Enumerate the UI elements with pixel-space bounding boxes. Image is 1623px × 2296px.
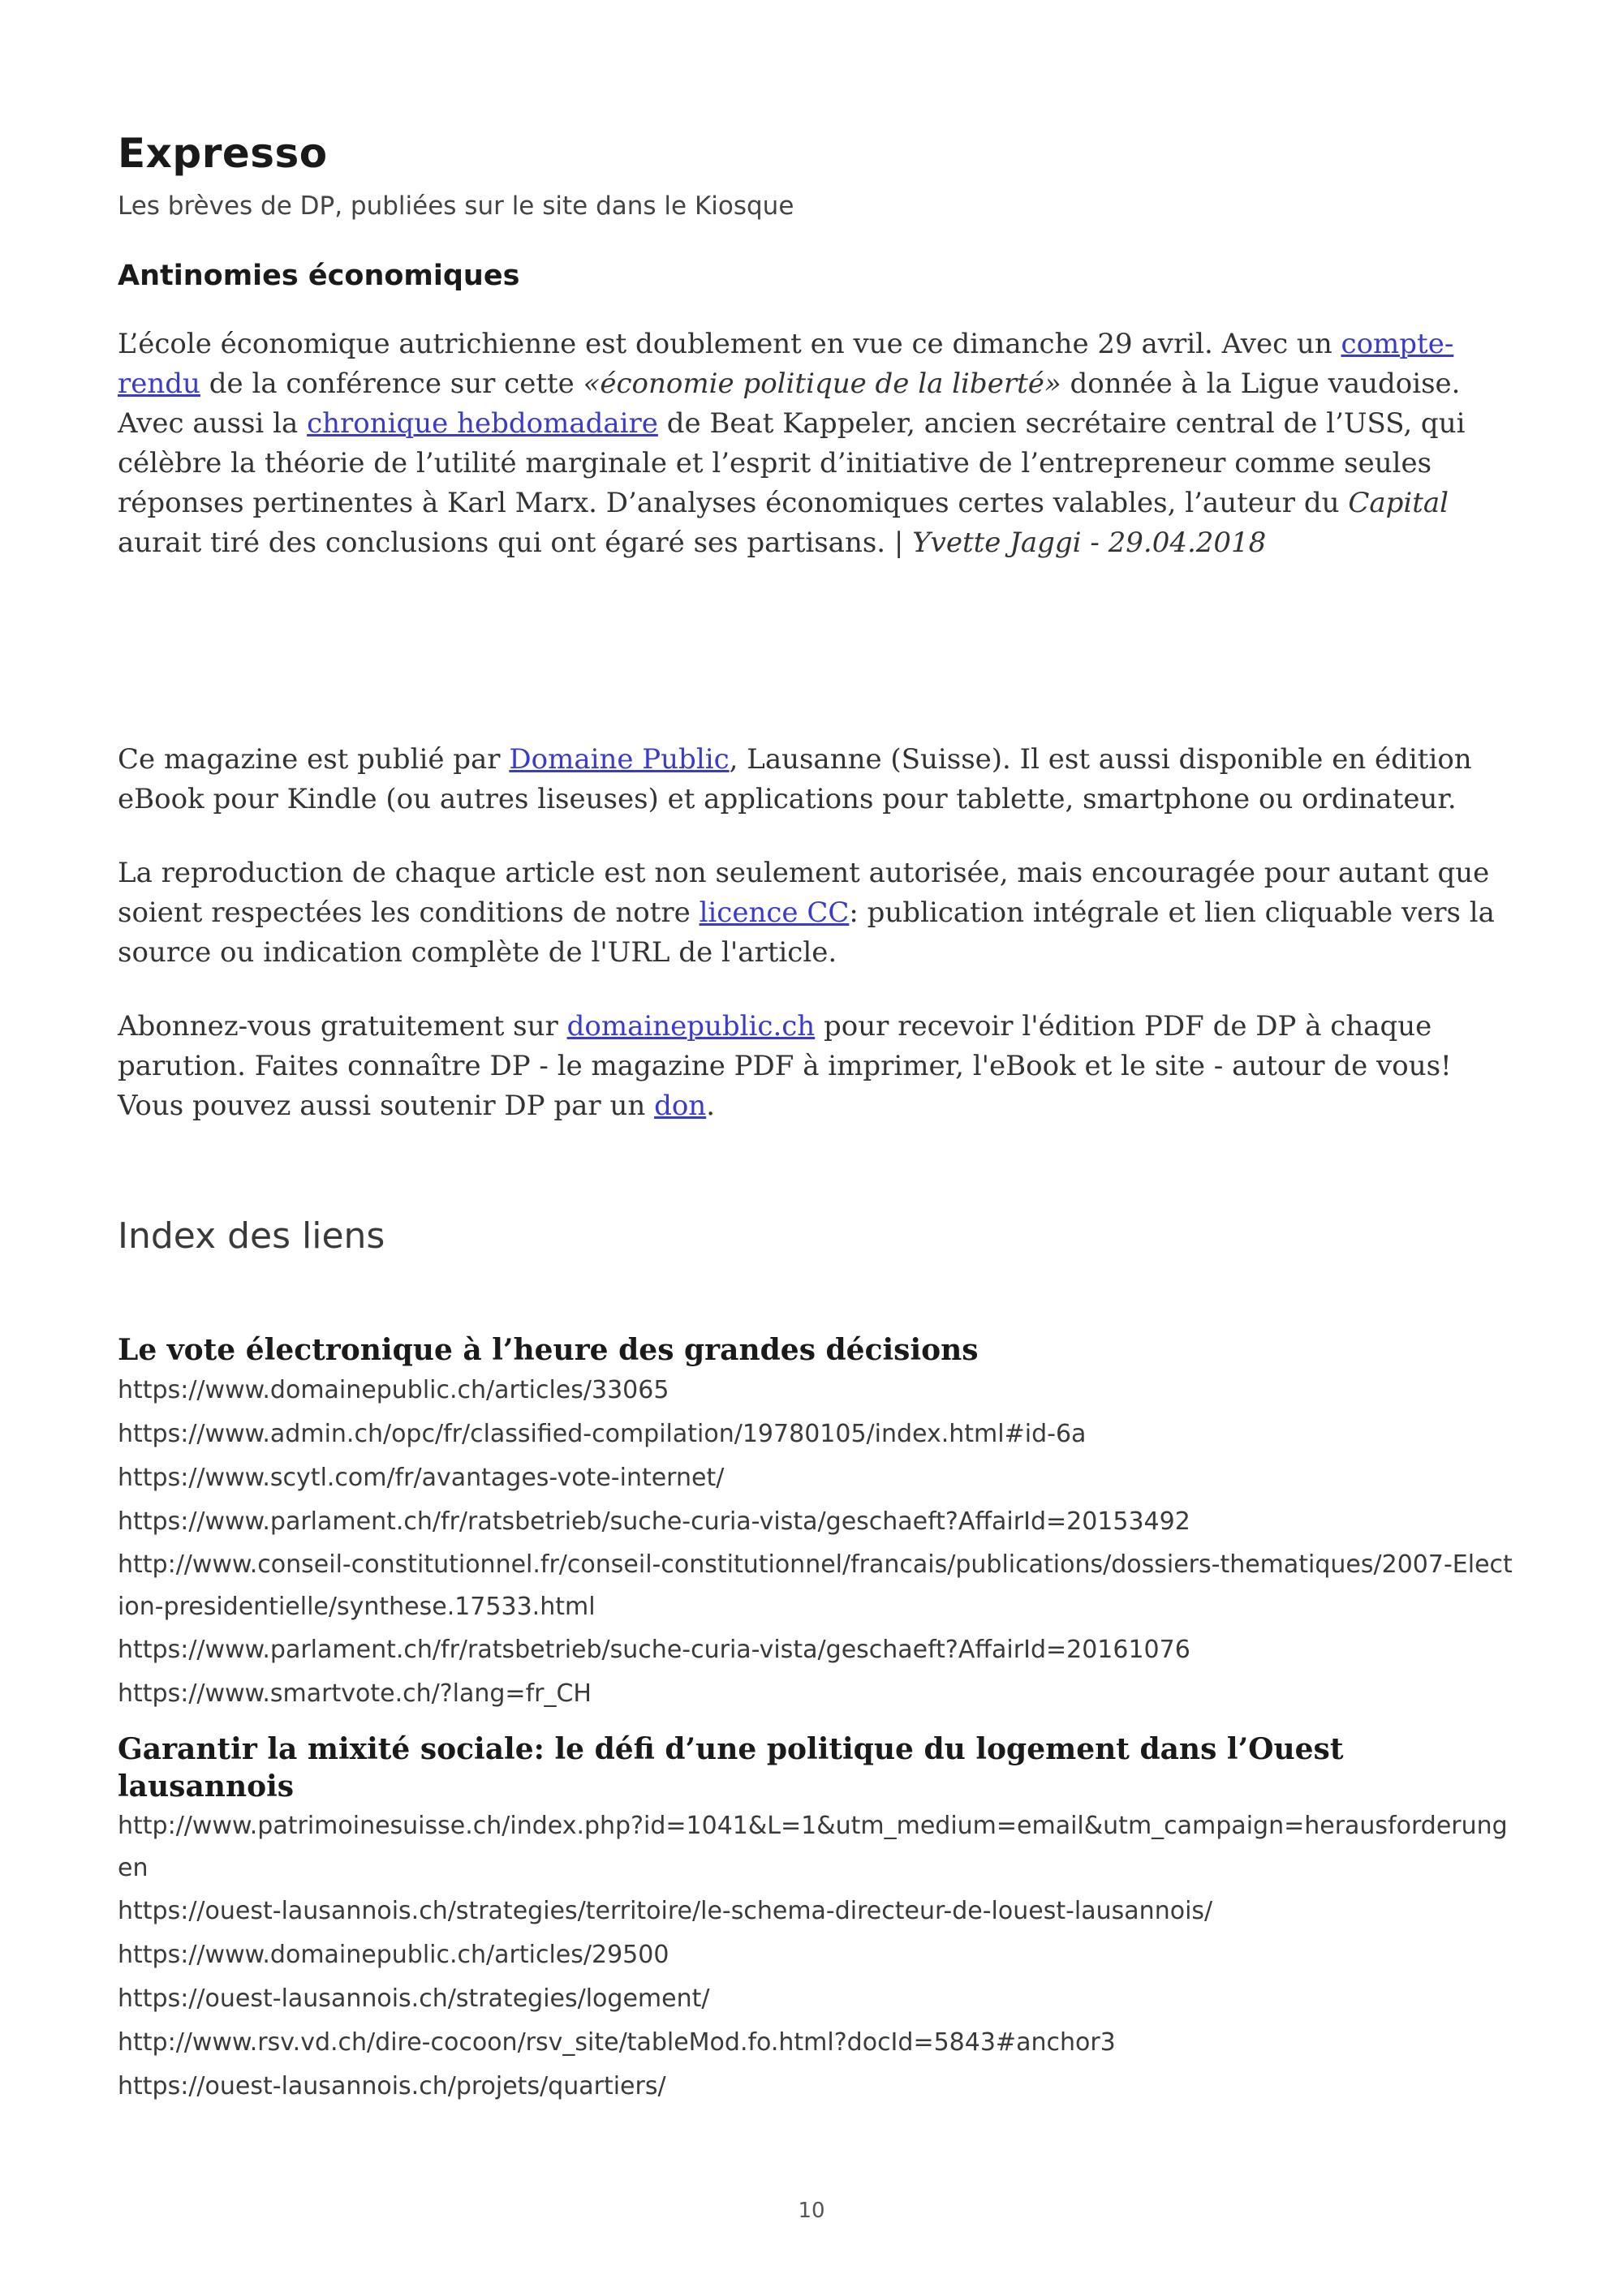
index-url[interactable]: https://www.parlament.ch/fr/ratsbetrieb/suche-curia-vista/geschaeft?AffairId=20153492 bbox=[118, 1507, 1190, 1536]
page-content bbox=[118, 130, 1513, 2109]
index-url[interactable]: https://www.smartvote.ch/?lang=fr_CH bbox=[118, 1679, 592, 1708]
footer-text: , Lausanne (Suisse). Il est aussi disponible en édition eBook pour Kindle (ou autres liseuses) et applications pour tablette, smartphone ou ordinateur. bbox=[118, 743, 1472, 815]
index-url[interactable]: https://ouest-lausannois.ch/strategies/territoire/le-schema-directeur-de-louest-lausannois/ bbox=[118, 1897, 1213, 1925]
index-article bbox=[118, 1331, 1513, 1716]
brief-byline: Yvette Jaggi - 29.04.2018 bbox=[912, 527, 1267, 559]
brief-text: de Beat Kappeler, ancien secrétaire central de l’USS, qui célèbre la théorie de l’utilité marginale et l’esprit d’initiative de l’entrepreneur comme seules réponses pertinentes à Karl Marx. D’analyses économiques certes valables, l’auteur du bbox=[118, 407, 1466, 519]
page-number: 10 bbox=[798, 2199, 825, 2223]
section-subtitle: Les brèves de DP, publiées sur le site dans le Kiosque bbox=[118, 191, 794, 221]
licence-cc-link[interactable]: licence CC bbox=[699, 896, 850, 929]
brief-text: de la conférence sur cette bbox=[200, 368, 583, 400]
index-article-title: Garantir la mixité sociale: le défi d’une politique du logement dans l’Ouest lausannois bbox=[118, 1732, 1344, 1804]
index-url[interactable]: http://www.rsv.vd.ch/dire-cocoon/rsv_site/tableMod.fo.html?docId=5843#anchor3 bbox=[118, 2028, 1116, 2057]
index-url[interactable]: https://ouest-lausannois.ch/projets/quartiers/ bbox=[118, 2072, 666, 2100]
capital-title: Capital bbox=[1348, 487, 1449, 519]
footer-text: Ce magazine est publié par bbox=[118, 743, 510, 776]
index-url[interactable]: https://www.domainepublic.ch/articles/33065 bbox=[118, 1376, 669, 1404]
don-link[interactable]: don bbox=[654, 1090, 707, 1122]
index-url[interactable]: https://www.parlament.ch/fr/ratsbetrieb/suche-curia-vista/geschaeft?AffairId=20161076 bbox=[118, 1636, 1190, 1664]
footer-text: Abonnez-vous gratuitement sur bbox=[118, 1010, 567, 1043]
subscribe-paragraph bbox=[118, 1007, 1513, 1126]
footer-text: . bbox=[706, 1090, 716, 1122]
index-url[interactable]: https://www.admin.ch/opc/fr/classified-compilation/19780105/index.html#id-6a bbox=[118, 1420, 1087, 1448]
index-url[interactable]: https://www.scytl.com/fr/avantages-vote-internet/ bbox=[118, 1464, 725, 1492]
domainepublic-link[interactable]: domainepublic.ch bbox=[566, 1010, 816, 1043]
brief-text: L’école économique autrichienne est doublement en vue ce dimanche 29 avril. Avec un bbox=[118, 328, 1341, 360]
brief-text: aurait tiré des conclusions qui ont égaré ses partisans. | bbox=[118, 527, 913, 559]
brief-body bbox=[118, 325, 1513, 563]
compte-rendu-link[interactable]: compte-rendu bbox=[118, 328, 1454, 400]
footer-text: pour recevoir l'édition PDF de DP à chaque parution. Faites connaître DP - le magazine PDF à imprimer, l'eBook et le site - autour de vous! Vous pouvez aussi soutenir DP par un bbox=[118, 1010, 1452, 1122]
index-url[interactable]: http://www.patrimoinesuisse.ch/index.php?id=1041&L=1&utm_medium=email&utm_campaign=herausforderungen bbox=[118, 1812, 1508, 1882]
section-title: Expresso bbox=[118, 130, 328, 177]
index-url[interactable]: http://www.conseil-constitutionnel.fr/conseil-constitutionnel/francais/publications/dossiers-thematiques/2007-Election-presidentielle/synthese.17533.html bbox=[118, 1550, 1513, 1621]
brief-text: donnée à la Ligue vaudoise. Avec aussi la bbox=[118, 368, 1461, 440]
publisher-notice bbox=[118, 740, 1513, 1126]
domaine-public-link[interactable]: Domaine Public bbox=[509, 743, 730, 776]
index-url[interactable]: https://www.domainepublic.ch/articles/29500 bbox=[118, 1941, 669, 1969]
brief-title: Antinomies économiques bbox=[118, 260, 520, 292]
index-article-title: Le vote électronique à l’heure des grandes décisions bbox=[118, 1333, 979, 1367]
chronique-link[interactable]: chronique hebdomadaire bbox=[307, 407, 658, 440]
footer-text: La reproduction de chaque article est non seulement autorisée, mais encouragée pour autant que soient respectées les conditions de notre bbox=[118, 857, 1490, 929]
footer-text: : publication intégrale et lien cliquable vers la source ou indication complète de l'URL de l'article. bbox=[118, 896, 1495, 969]
license-paragraph bbox=[118, 853, 1513, 973]
index-url[interactable]: https://ouest-lausannois.ch/strategies/logement/ bbox=[118, 1984, 710, 2013]
publisher-paragraph bbox=[118, 740, 1513, 819]
brief-quote: «économie politique de la liberté» bbox=[583, 368, 1061, 400]
index-article bbox=[118, 1731, 1513, 2109]
index-title: Index des liens bbox=[118, 1215, 385, 1257]
